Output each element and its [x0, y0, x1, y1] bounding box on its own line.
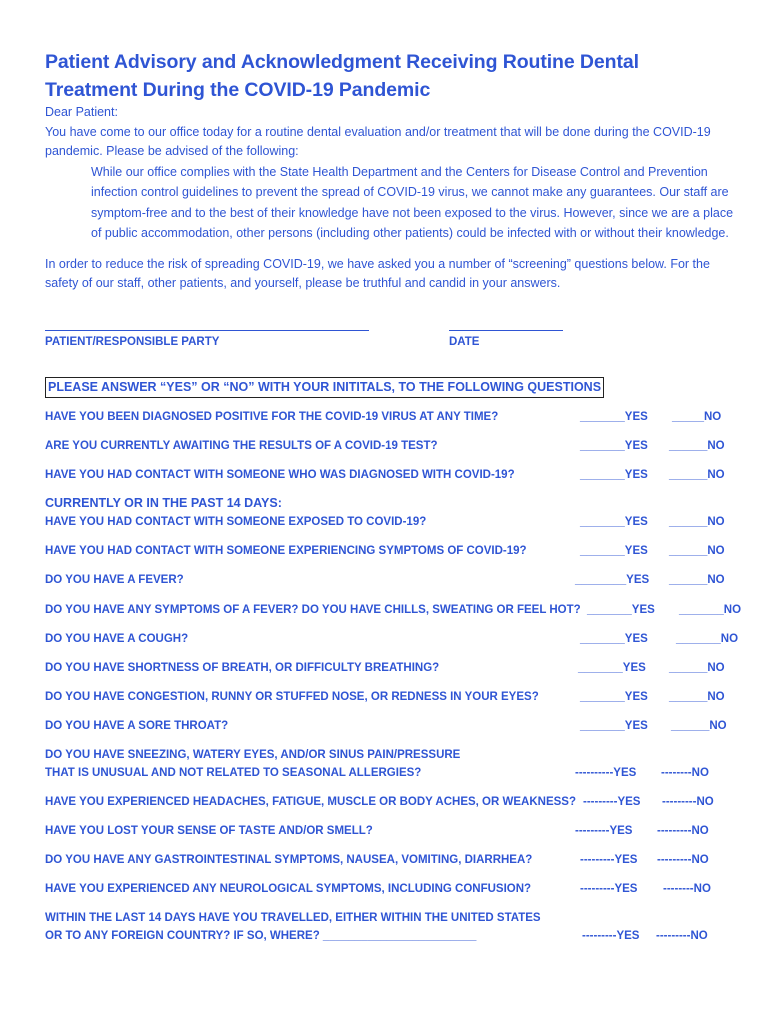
no-answer-field[interactable]: ---------NO	[662, 796, 714, 808]
question-row	[45, 659, 735, 677]
question-text: HAVE YOU EXPERIENCED ANY NEUROLOGICAL SYMPTOMS, INCLUDING CONFUSION?	[45, 883, 532, 895]
question-text: WITHIN THE LAST 14 DAYS HAVE YOU TRAVELLED, EITHER WITHIN THE UNITED STATES	[45, 912, 541, 924]
question-text: DO YOU HAVE SNEEZING, WATERY EYES, AND/OR SINUS PAIN/PRESSURE	[45, 749, 461, 761]
no-answer-field[interactable]: ---------NO	[657, 825, 709, 837]
yes-answer-field[interactable]: _______YES	[580, 720, 648, 732]
question-row	[45, 746, 735, 782]
section-heading: CURRENTLY OR IN THE PAST 14 DAYS:	[45, 496, 282, 510]
question-row	[45, 466, 735, 484]
question-text-continued: THAT IS UNUSUAL AND NOT RELATED TO SEASONAL ALLERGIES?	[45, 767, 422, 779]
question-text: HAVE YOU HAD CONTACT WITH SOMEONE WHO WAS DIAGNOSED WITH COVID-19?	[45, 469, 515, 481]
question-text: DO YOU HAVE ANY SYMPTOMS OF A FEVER? DO YOU HAVE CHILLS, SWEATING OR FEEL HOT?	[45, 604, 581, 616]
question-row	[45, 851, 735, 869]
yes-answer-field[interactable]: ---------YES	[582, 930, 640, 942]
instructions-banner: PLEASE ANSWER “YES” OR “NO” WITH YOUR INITITALS, TO THE FOLLOWING QUESTIONS	[45, 377, 604, 398]
no-answer-field[interactable]: ______NO	[669, 469, 725, 481]
no-answer-field[interactable]: ______NO	[671, 720, 727, 732]
question-text: DO YOU HAVE SHORTNESS OF BREATH, OR DIFFICULTY BREATHING?	[45, 662, 440, 674]
no-answer-field[interactable]: --------NO	[661, 767, 709, 779]
question-row	[45, 688, 735, 706]
question-row	[45, 880, 735, 898]
no-answer-field[interactable]: _______NO	[679, 604, 742, 616]
party-label: PATIENT/RESPONSIBLE PARTY	[45, 336, 220, 348]
question-row	[45, 542, 735, 560]
no-answer-field[interactable]: ______NO	[669, 440, 725, 452]
question-text: HAVE YOU EXPERIENCED HEADACHES, FATIGUE, MUSCLE OR BODY ACHES, OR WEAKNESS?	[45, 796, 576, 808]
intro-section	[45, 103, 735, 294]
question-row	[45, 437, 735, 455]
date-line	[449, 330, 563, 331]
no-answer-field[interactable]: ---------NO	[657, 854, 709, 866]
yes-answer-field[interactable]: ----------YES	[575, 767, 637, 779]
yes-answer-field[interactable]: _______YES	[580, 440, 648, 452]
yes-answer-field[interactable]: ---------YES	[583, 796, 641, 808]
question-text: ARE YOU CURRENTLY AWAITING THE RESULTS OF A COVID-19 TEST?	[45, 440, 438, 452]
question-text: DO YOU HAVE A SORE THROAT?	[45, 720, 229, 732]
yes-answer-field[interactable]: ---------YES	[580, 854, 638, 866]
question-row	[45, 571, 735, 589]
yes-answer-field[interactable]: _______YES	[580, 516, 648, 528]
yes-answer-field[interactable]: ---------YES	[575, 825, 633, 837]
question-row	[45, 793, 735, 811]
yes-answer-field[interactable]: ________YES	[575, 574, 650, 586]
no-answer-field[interactable]: ______NO	[669, 691, 725, 703]
signature-line	[45, 330, 369, 331]
yes-answer-field[interactable]: ---------YES	[580, 883, 638, 895]
yes-answer-field[interactable]: _______YES	[580, 691, 648, 703]
date-label: DATE	[449, 336, 480, 348]
yes-answer-field[interactable]: _______YES	[580, 545, 648, 557]
question-text: HAVE YOU HAD CONTACT WITH SOMEONE EXPOSED TO COVID-19?	[45, 516, 427, 528]
question-text-continued: OR TO ANY FOREIGN COUNTRY? IF SO, WHERE? ________________________	[45, 930, 477, 942]
advisory-text: While our office complies with the State Health Department and the Centers for Disease Control and Prevention infection control guidelines to prevent the spread of COVID-19 virus, we cannot make any guarantees. Our staff are symptom-free and to the best of their knowledge have not been exposed to the virus. However, since we are a place of public accommodation, other persons (including other patients) could be infected with or without their knowledge.	[91, 164, 734, 240]
no-answer-field[interactable]: --------NO	[663, 883, 711, 895]
question-text: DO YOU HAVE CONGESTION, RUNNY OR STUFFED NOSE, OR REDNESS IN YOUR EYES?	[45, 691, 539, 703]
question-row	[45, 408, 735, 426]
yes-answer-field[interactable]: _______YES	[580, 469, 648, 481]
no-answer-field[interactable]: _____NO	[672, 411, 722, 423]
question-text: HAVE YOU BEEN DIAGNOSED POSITIVE FOR THE COVID-19 VIRUS AT ANY TIME?	[45, 411, 499, 423]
question-row	[45, 822, 735, 840]
question-text: DO YOU HAVE A COUGH?	[45, 633, 189, 645]
question-text: HAVE YOU LOST YOUR SENSE OF TASTE AND/OR SMELL?	[45, 825, 373, 837]
yes-answer-field[interactable]: _______YES	[580, 411, 648, 423]
question-row	[45, 601, 742, 619]
no-answer-field[interactable]: ______NO	[669, 662, 725, 674]
yes-answer-field[interactable]: _______YES	[578, 662, 646, 674]
date-field[interactable]	[449, 330, 563, 348]
question-row	[45, 717, 735, 735]
question-text: DO YOU HAVE ANY GASTROINTESTINAL SYMPTOMS, NAUSEA, VOMITING, DIARRHEA?	[45, 854, 533, 866]
question-row	[45, 909, 735, 945]
yes-answer-field[interactable]: _______YES	[587, 604, 655, 616]
no-answer-field[interactable]: ---------NO	[656, 930, 708, 942]
screening-note: In order to reduce the risk of spreading COVID-19, we have asked you a number of “screening” questions below. For the safety of our staff, other patients, and yourself, please be truthful and candid in your answers.	[45, 256, 710, 290]
question-row	[45, 630, 739, 648]
no-answer-field[interactable]: ______NO	[669, 574, 725, 586]
no-answer-field[interactable]: ______NO	[669, 516, 725, 528]
yes-answer-field[interactable]: _______YES	[580, 633, 648, 645]
patient-signature-field[interactable]	[45, 330, 369, 348]
form-title: Patient Advisory and Acknowledgment Receiving Routine Dental Treatment During the COVID-19 Pandemic	[45, 51, 639, 101]
question-text: DO YOU HAVE A FEVER?	[45, 574, 184, 586]
question-row	[45, 513, 735, 531]
greeting: Dear Patient:	[45, 105, 118, 119]
no-answer-field[interactable]: _______NO	[676, 633, 739, 645]
intro-line: You have come to our office today for a routine dental evaluation and/or treatment that will be done during the COVID-19 pandemic. Please be advised of the following:	[45, 124, 711, 158]
no-answer-field[interactable]: ______NO	[669, 545, 725, 557]
question-text: HAVE YOU HAD CONTACT WITH SOMEONE EXPERIENCING SYMPTOMS OF COVID-19?	[45, 545, 527, 557]
